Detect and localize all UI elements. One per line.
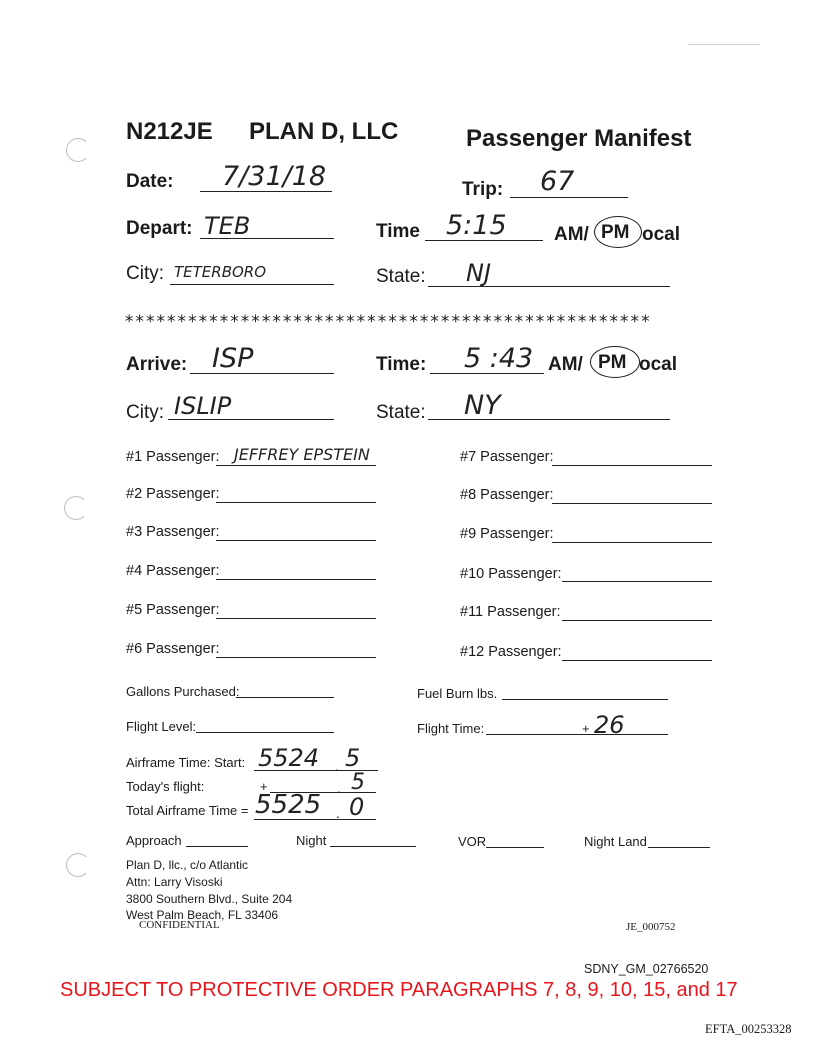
- fuel-burn-line: [502, 699, 668, 700]
- depart-value: TEB: [204, 212, 251, 240]
- depart-state-label: State:: [376, 266, 426, 287]
- trip-label: Trip:: [462, 179, 504, 200]
- approach-line: [186, 846, 248, 847]
- arrive-city-label: City:: [126, 402, 164, 423]
- night-land-line: [648, 847, 710, 848]
- date-value: 7/31/18: [222, 161, 327, 192]
- passenger-5-line: [216, 618, 376, 619]
- vor-label: VOR: [458, 834, 487, 849]
- flight-level-line: [196, 732, 334, 733]
- flight-time-value: 26: [594, 711, 625, 739]
- airframe-start-label: Airframe Time: Start:: [126, 755, 246, 770]
- passenger-4-line: [216, 579, 376, 580]
- today-flight-plus: +: [260, 779, 268, 794]
- hole-punch-bottom: [66, 853, 90, 877]
- bates-je: JE_000752: [626, 921, 676, 933]
- airframe-start-dot: .: [335, 758, 339, 774]
- arrive-local: ocal: [639, 354, 678, 375]
- depart-time-value: 5:15: [446, 210, 507, 241]
- passenger-1-label: #1 Passenger:: [126, 449, 220, 465]
- trip-value: 67: [540, 166, 575, 197]
- night-line: [330, 846, 416, 847]
- depart-local: ocal: [642, 224, 681, 245]
- trip-line: [510, 197, 628, 198]
- page-title: Passenger Manifest: [466, 125, 692, 152]
- passenger-1-value: JEFFREY EPSTEIN: [234, 445, 370, 464]
- passenger-11-label: #11 Passenger:: [460, 604, 561, 620]
- passenger-4-label: #4 Passenger:: [126, 563, 220, 579]
- gallons-label: Gallons Purchased:: [126, 684, 240, 699]
- arrive-am: AM/: [548, 354, 583, 375]
- total-airframe-int: 5525: [255, 790, 322, 820]
- arrive-state-value: NY: [464, 390, 501, 421]
- night-land-label: Night Land: [584, 834, 647, 849]
- arrive-state-label: State:: [376, 402, 426, 423]
- today-flight-dec: 5: [351, 770, 365, 795]
- passenger-10-label: #10 Passenger:: [460, 566, 562, 582]
- passenger-10-line: [562, 581, 712, 582]
- passenger-7-line: [552, 465, 712, 466]
- depart-city-value: TETERBORO: [174, 263, 267, 281]
- passenger-6-label: #6 Passenger:: [126, 641, 220, 657]
- airframe-start-int: 5524: [258, 744, 320, 772]
- arrive-time-label: Time:: [376, 354, 427, 375]
- date-label: Date:: [126, 171, 174, 192]
- arrive-pm: PM: [598, 352, 627, 373]
- total-airframe-dec: 0: [349, 793, 365, 821]
- bates-sdny: SDNY_GM_02766520: [584, 962, 709, 976]
- depart-state-value: NJ: [466, 259, 492, 287]
- passenger-3-line: [216, 540, 376, 541]
- today-flight-dot: .: [337, 780, 341, 796]
- flight-time-label: Flight Time:: [417, 721, 485, 736]
- efta-number: EFTA_00253328: [705, 1022, 792, 1036]
- top-right-mark: [688, 44, 760, 45]
- tail-number: N212JE: [126, 118, 213, 145]
- flight-time-plus: +: [582, 721, 590, 736]
- flight-time-line: [486, 734, 668, 735]
- passenger-2-line: [216, 502, 376, 503]
- passenger-1-line: [216, 465, 376, 466]
- passenger-9-label: #9 Passenger:: [460, 526, 554, 542]
- passenger-5-label: #5 Passenger:: [126, 602, 220, 618]
- night-label: Night: [296, 833, 327, 848]
- depart-time-label: Time: [376, 221, 421, 242]
- confidential-stamp: CONFIDENTIAL: [139, 919, 220, 931]
- passenger-6-line: [216, 657, 376, 658]
- passenger-8-line: [552, 503, 712, 504]
- depart-state-line: [428, 286, 670, 287]
- depart-city-label: City:: [126, 263, 164, 284]
- separator: **************************************************: [124, 312, 651, 332]
- protective-order-notice: SUBJECT TO PROTECTIVE ORDER PARAGRAPHS 7, 8, 9, 10, 15, and 17: [60, 979, 738, 1001]
- airframe-start-dec: 5: [345, 744, 361, 772]
- passenger-3-label: #3 Passenger:: [126, 524, 220, 540]
- address-line-2: Attn: Larry Visoski: [126, 875, 223, 889]
- depart-label: Depart:: [126, 218, 193, 239]
- total-airframe-label: Total Airframe Time =: [126, 803, 249, 818]
- address-line-4: West Palm Beach, FL 33406: [126, 908, 279, 922]
- hole-punch-middle: [64, 496, 88, 520]
- total-airframe-dot: .: [336, 805, 340, 821]
- passenger-8-label: #8 Passenger:: [460, 487, 554, 503]
- depart-pm: PM: [601, 222, 630, 243]
- arrive-label: Arrive:: [126, 354, 188, 375]
- gallons-line: [236, 697, 334, 698]
- flight-level-label: Flight Level:: [126, 719, 197, 734]
- company-name: PLAN D, LLC: [249, 118, 399, 145]
- depart-city-line: [170, 284, 334, 285]
- passenger-11-line: [562, 620, 712, 621]
- approach-label: Approach: [126, 833, 182, 848]
- address-line-3: 3800 Southern Blvd., Suite 204: [126, 892, 293, 906]
- hole-punch-top: [66, 138, 90, 162]
- fuel-burn-label: Fuel Burn lbs.: [417, 686, 498, 701]
- passenger-9-line: [552, 542, 712, 543]
- arrive-value: ISP: [212, 343, 254, 374]
- passenger-7-label: #7 Passenger:: [460, 449, 554, 465]
- passenger-12-label: #12 Passenger:: [460, 644, 562, 660]
- passenger-2-label: #2 Passenger:: [126, 486, 220, 502]
- arrive-city-value: ISLIP: [174, 392, 232, 420]
- arrive-time-value: 5 :43: [464, 343, 534, 374]
- vor-line: [486, 847, 544, 848]
- address-line-1: Plan D, llc., c/o Atlantic: [126, 858, 249, 872]
- passenger-12-line: [562, 660, 712, 661]
- depart-am: AM/: [554, 224, 589, 245]
- today-flight-label: Today's flight:: [126, 779, 205, 794]
